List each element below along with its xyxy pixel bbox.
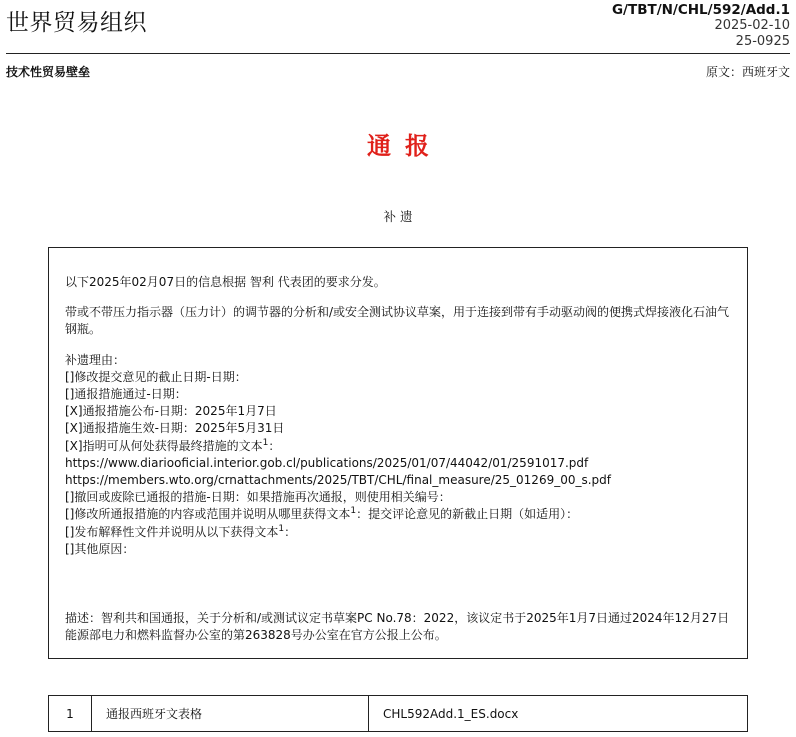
reason-label: 补遗理由： [65,352,126,367]
document-symbol-block [612,2,790,50]
document-date: 2025-02-10 [714,18,790,33]
footnote-mark: 1 [350,506,357,517]
reason-item-modify: []修改所通报措施的内容或范围并说明从哪里获得文本$^1$：提交评论意见的新截止日期（如适用）： [65,506,579,522]
reason-item-interpretive: []发布解释性文件并说明从以下获得文本$^1$： [65,523,297,539]
page-title: 通报 [367,132,443,160]
attachment-number: 1 [49,696,92,732]
notification-box [48,247,748,659]
header-rule [6,53,790,54]
table-row [49,696,748,732]
link-url-2[interactable]: https://members.wto.org/crnattachments/2025/TBT/CHL/final_measure/25_01269_00_s.pdf [65,473,612,488]
footnote-mark: 1 [262,437,269,448]
reason-item: [X]通报措施生效-日期：2025年5月31日 [65,421,285,436]
reason-item-text-source: [X]指明可从何处获得最终措施的文本$^1$： [65,437,281,453]
footnote-mark: 1 [278,523,285,534]
intro-text: 以下2025年02月07日的信息根据 智利 代表团的要求分发。 [65,275,386,289]
link-url-1[interactable]: https://www.diariooficial.interior.gob.cl/publications/2025/01/07/44042/01/2591017.pdf [65,455,589,470]
reason-item: [X]通报措施公布-日期：2025年1月7日 [65,404,277,419]
reason-item: []修改提交意见的截止日期-日期： [65,369,247,384]
original-language: 原文：西班牙文 [705,65,790,79]
committee-name: 技术性贸易壁垒 [6,65,91,79]
document-ref: 25-0925 [735,34,790,49]
document-symbol: G/TBT/N/CHL/592/Add.1 [611,2,790,18]
reason-item: []通报措施通过-日期： [65,387,187,402]
reason-item-other: []其他原因： [65,541,135,556]
description-text: 描述：智利共和国通报，关于分析和/或测试议定书草案PC No.78：2022，该议定书于2025年1月7日通过2024年12月27日能源部电力和燃料监督办公室的第263828号办公室在官方公报上公布。 [65,611,730,643]
reason-item-withdraw: []撤回或废除已通报的措施-日期：如果措施再次通报，则使用相关编号： [65,490,451,505]
product-text: 带或不带压力指示器（压力计）的调节器的分析和/或安全测试协议草案，用于连接到带有手动驱动阀的便携式焊接液化石油气钢瓶。 [65,305,730,337]
attachment-description: 通报西班牙文表格 [92,696,369,732]
page-subtitle: 补遗 [383,209,417,224]
attachment-filename[interactable]: CHL592Add.1_ES.docx [369,696,748,732]
org-name: 世界贸易组织 [6,10,147,36]
attachments-table [48,695,748,732]
